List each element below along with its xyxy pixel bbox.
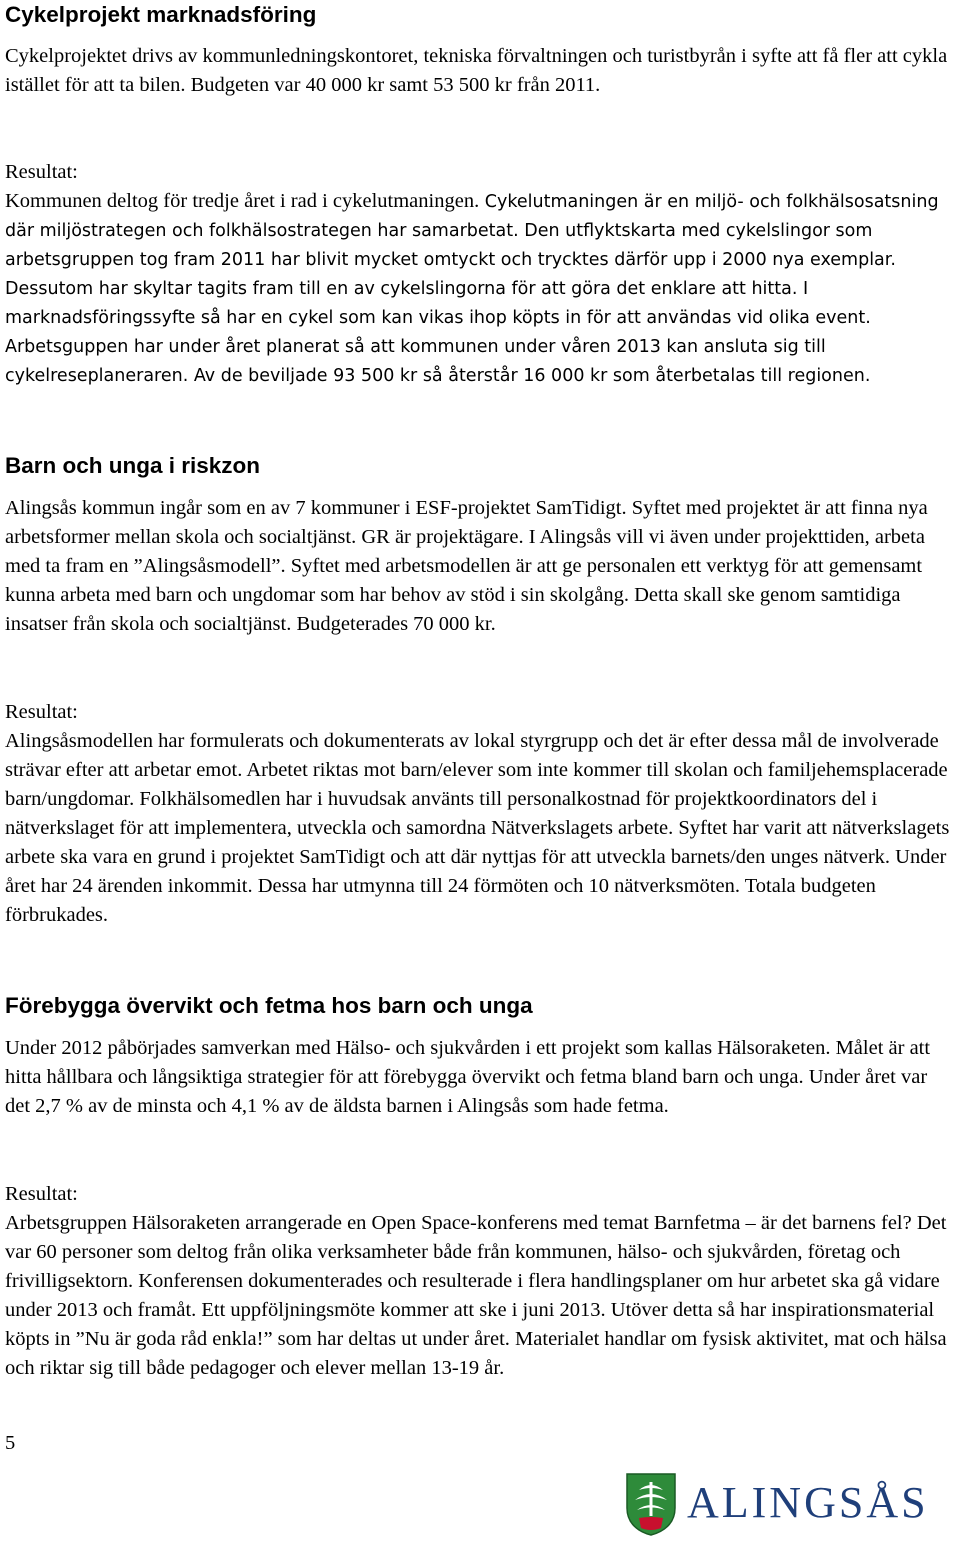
cykel-result-label: Resultat: — [5, 161, 78, 183]
page-number: 5 — [5, 1432, 16, 1454]
alingsas-logo — [625, 1470, 950, 1540]
section-title-cykel: Cykelprojekt marknadsföring — [5, 2, 317, 27]
barn-intro: Alingsås kommun ingår som en av 7 kommuner i ESF-projektet SamTidigt. Syftet med projektet är att finna nya arbetsformer mellan skola och socialtjänst. GR är projektägare. I Alingsås vill vi även under projekttiden, arbeta med ta fram en ”Alingsåsmodell”. Syftet med arbetsmodellen är att ge personalen ett verktyg för att gemensamt kunna arbeta med barn och ungdomar som har behov av stöd i sin skolgång. Detta skall ske genom samtidiga insatser från skola och socialtjänst. Budgeterades 70 000 kr. — [5, 497, 928, 635]
barn-result-label: Resultat: — [5, 701, 78, 723]
cykel-intro: Cykelprojektet drivs av kommunledningskontoret, tekniska förvaltningen och turistbyrån i syfte att få fler att cykla istället för att ta bilen. Budgeten var 40 000 kr samt 53 500 kr från 2011. — [5, 45, 948, 96]
cykel-result-body — [5, 187, 955, 391]
barn-result-body: Alingsåsmodellen har formulerats och dokumenterats av lokal styrgrupp och det är efter dessa mål de involverade strävar efter att arbetar emot. Arbetet riktas mot barn/elever som inte kommer till skolan och familjehemsplacerade barn/ungdomar. Folkhälsomedlen har i huvudsak använts till personalkostnad för projektkoordinators del i nätverkslaget för att implementera, utveckla och samordna Nätverkslagets arbete. Syftet har varit att nätverkslagets arbete ska vara en grund i projektet SamTidigt och att där nyttjas för att utveckla barnets/den unges nätverk. Under året har 24 ärenden inkommit. Dessa har utmynna till 24 förmöten och 10 nätverksmöten. Totala budgeten förbrukades. — [5, 730, 950, 926]
overvikt-result-body: Arbetsgruppen Hälsoraketen arrangerade en Open Space-konferens med temat Barnfetma – är det barnens fel? Det var 60 personer som deltog från olika verksamheter både från kommunen, hälso- och sjukvården, företag och frivilligsektorn. Konferensen dokumenterades och resulterade i flera handlingsplaner om hur arbetet ska gå vidare under 2013 och framåt. Ett uppföljningsmöte kommer att ske i juni 2013. Utöver detta så har inspirationsmaterial köpts in ”Nu är goda råd enkla!” som har deltas ut under året. Materialet handlar om fysisk aktivitet, mat och hälsa och riktar sig till både pedagoger och elever mellan 13-19 år. — [5, 1212, 947, 1379]
overvikt-result-label: Resultat: — [5, 1183, 78, 1205]
cykel-result-text: Cykelutmaningen är en miljö- och folkhälsosatsning där miljöstrategen och folkhälsostrategen har samarbetat. Den utflyktskarta med cykelslingor som arbetsgruppen tog fram 2011 har blivit mycket omtyckt och trycktes därför upp i 2000 nya exemplar. Dessutom har skyltar tagits fram till en av cykelslingorna för att göra det enklare att hitta. I marknadsföringssyfte så har en cykel som kan vikas ihop köpts in för att användas vid olika event. Arbetsguppen har under året planerat så att kommunen under våren 2013 kan ansluta sig till cykelreseplaneraren. Av de beviljade 93 500 kr så återstår 16 000 kr som återbetalas till regionen. — [5, 192, 939, 386]
coat-of-arms-icon — [625, 1472, 677, 1536]
section-title-overvikt: Förebygga övervikt och fetma hos barn och unga — [5, 993, 533, 1018]
section-title-barn: Barn och unga i riskzon — [5, 453, 261, 478]
logo-text: ALINGSÅS — [687, 1478, 929, 1527]
cykel-result-line-spacer: Kommunen deltog för tredje året i rad i cykelutmaningen. — [5, 190, 480, 212]
overvikt-intro: Under 2012 påbörjades samverkan med Hälso- och sjukvården i ett projekt som kallas Hälsoraketen. Målet är att hitta hållbara och långsiktiga strategier för att förebygga övervikt och fetma bland barn och unga. Under året var det 2,7 % av de minsta och 4,1 % av de äldsta barnen i Alingsås som hade fetma. — [5, 1037, 931, 1117]
